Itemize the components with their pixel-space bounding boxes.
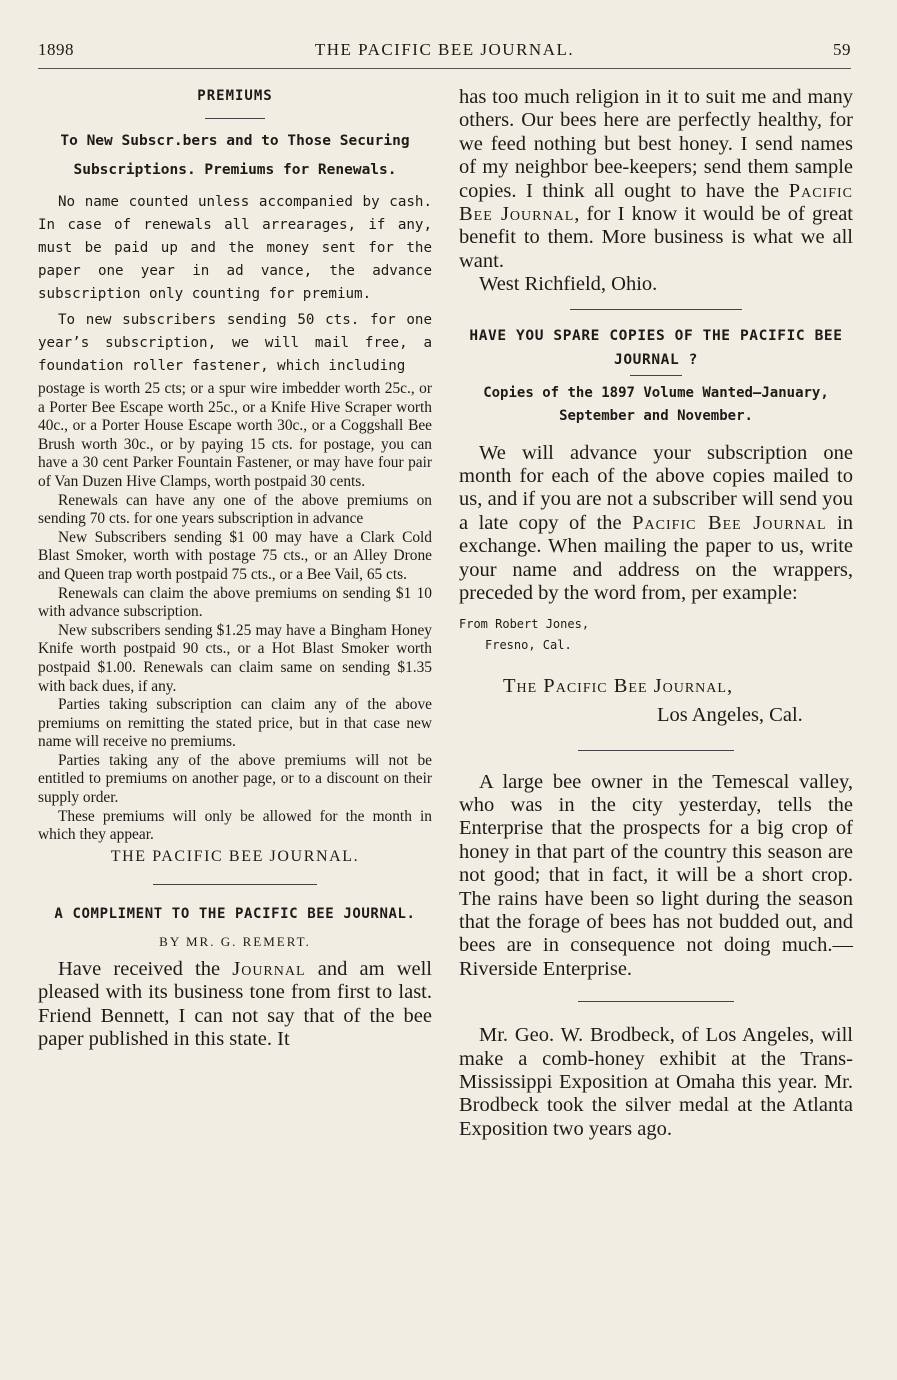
- spare-copies-body: We will advance your subscription one month for each of the above copies mailed to us, and if you are not a subscriber will send you a late copy of the Pacific Bee Journal in exchange. When mailing the paper to us, write your name and address on the wrappers, preceded by the word from, per example:: [459, 441, 853, 605]
- divider: [578, 1001, 734, 1002]
- premiums-heading: PREMIUMS: [197, 88, 273, 104]
- premiums-paragraph: No name counted unless accompanied by cash. In case of renewals all arrearages, if any, must be paid up and the money sent for the paper one year in ad vance, the advance subscription only counting for premium.: [38, 194, 432, 302]
- premiums-signature: THE PACIFIC BEE JOURNAL.: [110, 847, 360, 865]
- temescal-paragraph: A large bee owner in the Temescal valley, who was in the city yesterday, tells the Enterprise that the prospects for a big crop of honey in that part of the country this season are not good; that in fact, it will be a short crop. The rains have been so light during the season that the forage of bees has not budded out, and bees are in consequence not doing much.—Riverside Enterprise.: [459, 770, 853, 980]
- right-column: [459, 82, 853, 1141]
- premiums-paragraph: New Subscribers sending $1 00 may have a Clark Cold Blast Smoker, worth with postage 75 cts., or an Alley Drone and Queen trap worth postpaid 75 cts., or a Bee Vail, 65 cts.: [38, 528, 432, 583]
- example-address-line: From Robert Jones,: [459, 616, 590, 631]
- premiums-paragraph: Renewals can claim the above premiums on sending $1 10 with advance subscription.: [38, 584, 432, 621]
- header-rule: [38, 68, 851, 69]
- compliment-heading: A COMPLIMENT TO THE PACIFIC BEE JOURNAL.: [54, 905, 416, 922]
- compliment-continuation: has too much religion in it to suit me and many others. Our bees here are perfectly healthy, for we feed nothing but best honey. I send names of my neighbor bee-keepers; send them sample copies. I think all ought to have the Pacific Bee Journal, for I know it would be of great benefit to them. More business is what we all want.: [459, 86, 853, 272]
- premiums-paragraph: To new subscribers sending 50 cts. for one year’s subscription, we will mail free, a foundation roller fastener, which including: [38, 312, 432, 374]
- premiums-paragraph: Renewals can have any one of the above premiums on sending 70 cts. for one years subscription in advance: [38, 491, 432, 528]
- divider: [153, 884, 317, 885]
- divider: [205, 118, 265, 119]
- example-address-line: Fresno, Cal.: [485, 637, 572, 652]
- divider: [578, 750, 734, 751]
- premiums-paragraph: New subscribers sending $1.25 may have a Bingham Honey Knife worth postpaid 90 cts., or a Hot Blast Smoker worth postpaid $1.00. Renewals can claim same on sending $1.35 with back dues, if any.: [38, 621, 432, 695]
- compliment-byline: BY MR. G. REMERT.: [159, 933, 311, 949]
- spare-signature-place: Los Angeles, Cal.: [657, 703, 803, 726]
- premiums-paragraph: Parties taking subscription can claim any of the above premiums on remitting the stated price, but in that case new name will receive no premiums.: [38, 696, 432, 751]
- divider: [630, 375, 682, 376]
- premiums-body: [38, 191, 432, 845]
- premiums-subheading: To New Subscr.bers and to Those Securing Subscriptions. Premiums for Renewals.: [60, 133, 410, 178]
- left-column: [38, 82, 432, 1051]
- divider: [570, 309, 742, 310]
- example-address: [459, 614, 853, 656]
- header-year: 1898: [38, 40, 74, 59]
- spare-copies-heading: HAVE YOU SPARE COPIES OF THE PACIFIC BEE JOURNAL ?: [469, 327, 843, 368]
- spare-signature-name: The Pacific Bee Journal,: [503, 674, 734, 697]
- journal-title: THE PACIFIC BEE JOURNAL.: [314, 40, 575, 59]
- page-number: 59: [833, 40, 851, 59]
- premiums-paragraph: postage is worth 25 cts; or a spur wire imbedder worth 25c., or a Porter Bee Escape worth 25c., or a Knife Hive Scraper worth 40c., or a Porter House Escape worth 30c., or a Coggshall Bee Brush worth 30c., or by paying 15 cts. for postage, you can have a 30 cent Parker Fountain Fastener, or may have four pair of Van Duzen Hive Clamps, worth postpaid 30 cents.: [38, 380, 432, 490]
- premiums-paragraph: Parties taking any of the above premiums will not be entitled to premiums on another page, or to a discount on their supply order.: [38, 751, 432, 807]
- brodbeck-paragraph: Mr. Geo. W. Brodbeck, of Los Angeles, will make a comb-honey exhibit at the Trans-Mississippi Exposition at Omaha this year. Mr. Brodbeck took the silver medal at the Atlanta Exposition two years ago.: [459, 1024, 853, 1140]
- spare-copies-subheading: Copies of the 1897 Volume Wanted—January, September and November.: [483, 384, 829, 424]
- premiums-paragraph: These premiums will only be allowed for the month in which they appear.: [38, 807, 432, 844]
- page-header: [38, 40, 851, 66]
- compliment-body: Have received the Journal and am well pleased with its business tone from first to last. Friend Bennett, I can not say that of the bee paper published in this state. It: [38, 957, 432, 1051]
- dateline: West Richfield, Ohio.: [479, 273, 658, 296]
